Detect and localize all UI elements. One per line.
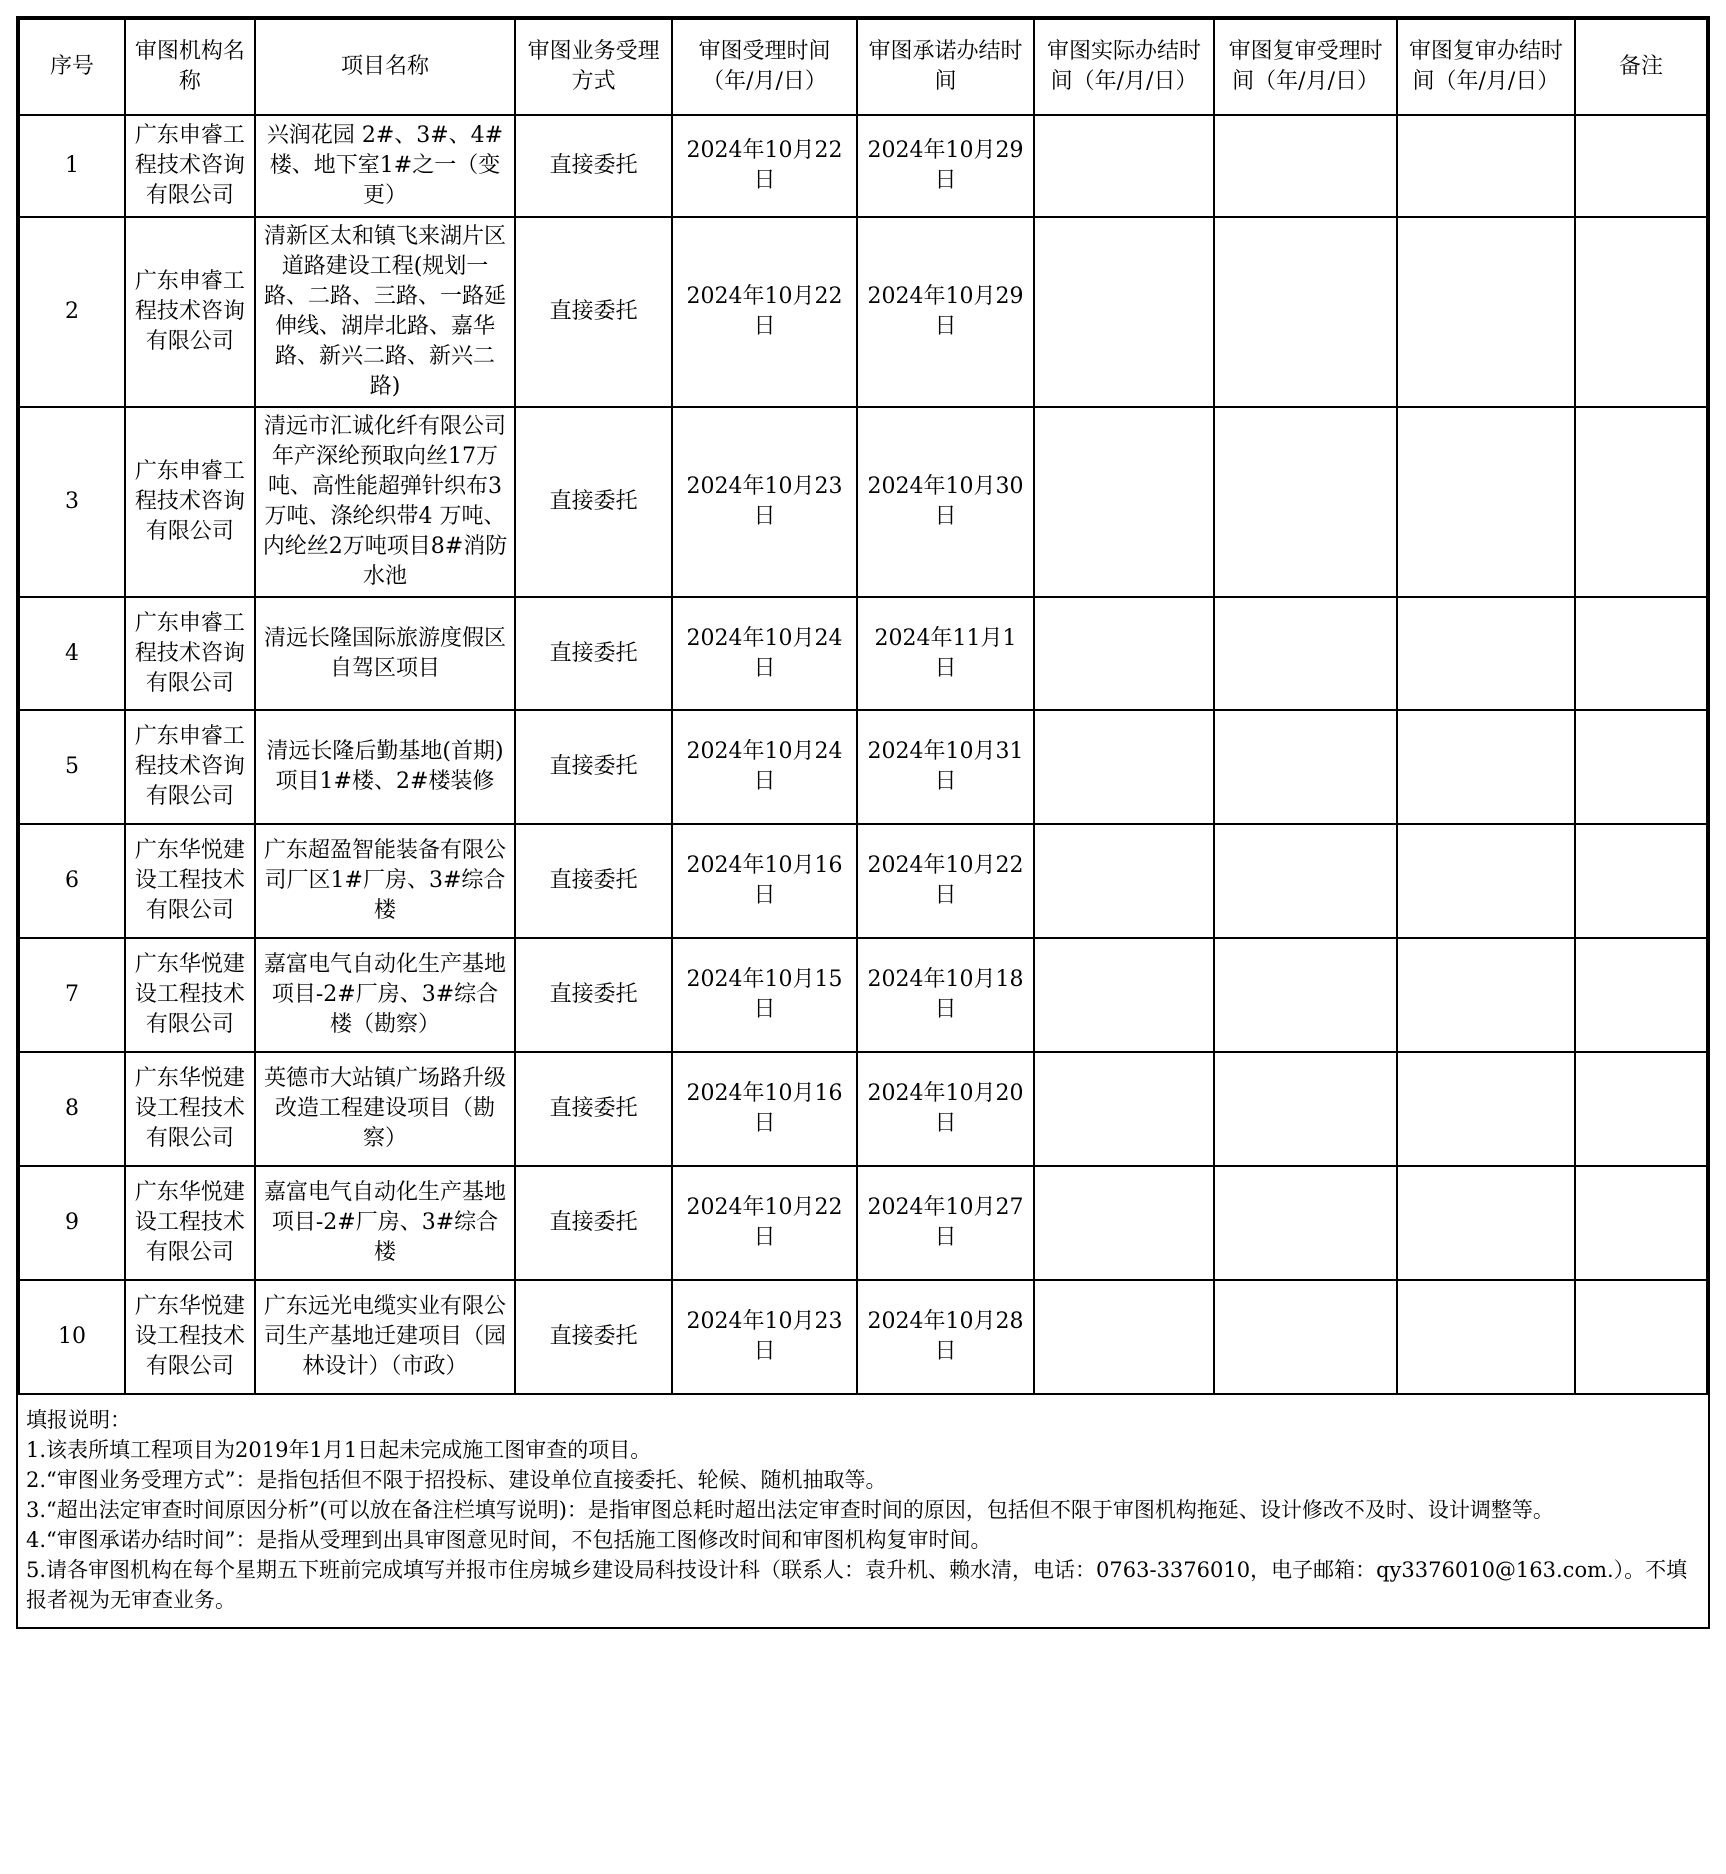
cell-project: 广东超盈智能装备有限公司厂区1#厂房、3#综合楼 bbox=[255, 824, 516, 938]
cell-org: 广东申睿工程技术咨询有限公司 bbox=[125, 115, 255, 217]
table-row bbox=[19, 1166, 1707, 1280]
cell-actual bbox=[1034, 824, 1214, 938]
cell-note bbox=[1575, 597, 1707, 710]
cell-re-done bbox=[1397, 1052, 1575, 1166]
cell-promise: 2024年10月28日 bbox=[857, 1280, 1034, 1394]
cell-re-done bbox=[1397, 115, 1575, 217]
header-recheck-accept-time: 审图复审受理时间（年/月/日） bbox=[1214, 19, 1397, 115]
table-row bbox=[19, 217, 1707, 407]
cell-project: 清远市汇诚化纤有限公司年产深纶预取向丝17万吨、高性能超弹针织布3万吨、涤纶织带4 万吨、内纶丝2万吨项目8#消防水池 bbox=[255, 407, 516, 597]
cell-no: 2 bbox=[19, 217, 125, 407]
cell-note bbox=[1575, 1166, 1707, 1280]
cell-promise: 2024年10月27日 bbox=[857, 1166, 1034, 1280]
table-header-row bbox=[19, 19, 1707, 115]
cell-no: 10 bbox=[19, 1280, 125, 1394]
cell-re-accept bbox=[1214, 824, 1397, 938]
cell-re-done bbox=[1397, 597, 1575, 710]
cell-promise: 2024年10月22日 bbox=[857, 824, 1034, 938]
header-actual-time: 审图实际办结时间（年/月/日） bbox=[1034, 19, 1214, 115]
cell-org: 广东华悦建设工程技术有限公司 bbox=[125, 1166, 255, 1280]
cell-accept: 2024年10月15日 bbox=[672, 938, 857, 1052]
cell-project: 嘉富电气自动化生产基地项目-2#厂房、3#综合楼（勘察） bbox=[255, 938, 516, 1052]
cell-promise: 2024年10月30日 bbox=[857, 407, 1034, 597]
cell-org: 广东华悦建设工程技术有限公司 bbox=[125, 1052, 255, 1166]
cell-org: 广东申睿工程技术咨询有限公司 bbox=[125, 217, 255, 407]
cell-actual bbox=[1034, 710, 1214, 824]
cell-method: 直接委托 bbox=[515, 824, 672, 938]
instruction-item: 3.“超出法定审查时间原因分析”(可以放在备注栏填写说明)：是指审图总耗时超出法定审查时间的原因，包括但不限于审图机构拖延、设计修改不及时、设计调整等。 bbox=[26, 1498, 1554, 1522]
cell-no: 4 bbox=[19, 597, 125, 710]
cell-promise: 2024年10月29日 bbox=[857, 217, 1034, 407]
cell-actual bbox=[1034, 217, 1214, 407]
cell-re-done bbox=[1397, 938, 1575, 1052]
cell-note bbox=[1575, 115, 1707, 217]
table-row bbox=[19, 938, 1707, 1052]
cell-org: 广东申睿工程技术咨询有限公司 bbox=[125, 710, 255, 824]
cell-note bbox=[1575, 710, 1707, 824]
cell-accept: 2024年10月22日 bbox=[672, 115, 857, 217]
cell-method: 直接委托 bbox=[515, 1166, 672, 1280]
cell-accept: 2024年10月16日 bbox=[672, 1052, 857, 1166]
cell-method: 直接委托 bbox=[515, 115, 672, 217]
header-remarks: 备注 bbox=[1575, 19, 1707, 115]
header-method: 审图业务受理方式 bbox=[515, 19, 672, 115]
header-org: 审图机构名称 bbox=[125, 19, 255, 115]
cell-promise: 2024年10月29日 bbox=[857, 115, 1034, 217]
cell-project: 兴润花园 2#、3#、4#楼、地下室1#之一（变更） bbox=[255, 115, 516, 217]
cell-promise: 2024年10月20日 bbox=[857, 1052, 1034, 1166]
cell-re-accept bbox=[1214, 1280, 1397, 1394]
cell-promise: 2024年11月1日 bbox=[857, 597, 1034, 710]
cell-re-accept bbox=[1214, 115, 1397, 217]
filling-instructions bbox=[18, 1395, 1708, 1627]
instructions-title: 填报说明： bbox=[26, 1408, 131, 1432]
cell-re-accept bbox=[1214, 1052, 1397, 1166]
table-row bbox=[19, 597, 1707, 710]
cell-accept: 2024年10月23日 bbox=[672, 1280, 857, 1394]
header-project: 项目名称 bbox=[255, 19, 516, 115]
cell-method: 直接委托 bbox=[515, 407, 672, 597]
cell-re-done bbox=[1397, 824, 1575, 938]
cell-method: 直接委托 bbox=[515, 938, 672, 1052]
cell-note bbox=[1575, 1052, 1707, 1166]
cell-accept: 2024年10月22日 bbox=[672, 1166, 857, 1280]
cell-re-accept bbox=[1214, 217, 1397, 407]
review-status-sheet bbox=[16, 16, 1710, 1629]
table-row bbox=[19, 824, 1707, 938]
cell-project: 英德市大站镇广场路升级改造工程建设项目（勘察） bbox=[255, 1052, 516, 1166]
cell-no: 6 bbox=[19, 824, 125, 938]
cell-re-done bbox=[1397, 710, 1575, 824]
cell-org: 广东华悦建设工程技术有限公司 bbox=[125, 824, 255, 938]
cell-project: 广东远光电缆实业有限公司生产基地迁建项目（园林设计）（市政） bbox=[255, 1280, 516, 1394]
cell-re-done bbox=[1397, 1166, 1575, 1280]
cell-method: 直接委托 bbox=[515, 1052, 672, 1166]
cell-note bbox=[1575, 824, 1707, 938]
cell-project: 清新区太和镇飞来湖片区道路建设工程(规划一路、二路、三路、一路延伸线、湖岸北路、嘉华路、新兴二路、新兴二路) bbox=[255, 217, 516, 407]
cell-project: 嘉富电气自动化生产基地项目-2#厂房、3#综合楼 bbox=[255, 1166, 516, 1280]
cell-org: 广东申睿工程技术咨询有限公司 bbox=[125, 597, 255, 710]
header-recheck-done-time: 审图复审办结时间（年/月/日） bbox=[1397, 19, 1575, 115]
cell-re-accept bbox=[1214, 1166, 1397, 1280]
cell-accept: 2024年10月23日 bbox=[672, 407, 857, 597]
cell-accept: 2024年10月22日 bbox=[672, 217, 857, 407]
cell-no: 3 bbox=[19, 407, 125, 597]
cell-promise: 2024年10月18日 bbox=[857, 938, 1034, 1052]
cell-actual bbox=[1034, 597, 1214, 710]
cell-method: 直接委托 bbox=[515, 217, 672, 407]
header-promise-time: 审图承诺办结时间 bbox=[857, 19, 1034, 115]
header-accept-time: 审图受理时间（年/月/日） bbox=[672, 19, 857, 115]
cell-project: 清远长隆后勤基地(首期)项目1#楼、2#楼装修 bbox=[255, 710, 516, 824]
cell-re-done bbox=[1397, 217, 1575, 407]
cell-project: 清远长隆国际旅游度假区自驾区项目 bbox=[255, 597, 516, 710]
instruction-item: 5.请各审图机构在每个星期五下班前完成填写并报市住房城乡建设局科技设计科（联系人：袁升机、赖水清，电话：0763-3376010，电子邮箱：qy3376010@163.com.）。不填报者视为无审查业务。 bbox=[26, 1558, 1688, 1612]
cell-no: 1 bbox=[19, 115, 125, 217]
cell-method: 直接委托 bbox=[515, 1280, 672, 1394]
table-row bbox=[19, 115, 1707, 217]
cell-note bbox=[1575, 217, 1707, 407]
cell-actual bbox=[1034, 1280, 1214, 1394]
instruction-item: 4.“审图承诺办结时间”：是指从受理到出具审图意见时间，不包括施工图修改时间和审图机构复审时间。 bbox=[26, 1528, 992, 1552]
cell-re-accept bbox=[1214, 407, 1397, 597]
cell-promise: 2024年10月31日 bbox=[857, 710, 1034, 824]
cell-method: 直接委托 bbox=[515, 710, 672, 824]
review-table bbox=[18, 18, 1708, 1395]
cell-method: 直接委托 bbox=[515, 597, 672, 710]
cell-no: 9 bbox=[19, 1166, 125, 1280]
cell-no: 5 bbox=[19, 710, 125, 824]
cell-re-done bbox=[1397, 407, 1575, 597]
cell-org: 广东申睿工程技术咨询有限公司 bbox=[125, 407, 255, 597]
cell-accept: 2024年10月24日 bbox=[672, 597, 857, 710]
cell-org: 广东华悦建设工程技术有限公司 bbox=[125, 938, 255, 1052]
cell-re-accept bbox=[1214, 597, 1397, 710]
cell-re-done bbox=[1397, 1280, 1575, 1394]
table-row bbox=[19, 1280, 1707, 1394]
cell-re-accept bbox=[1214, 938, 1397, 1052]
cell-actual bbox=[1034, 115, 1214, 217]
instruction-item: 1.该表所填工程项目为2019年1月1日起未完成施工图审查的项目。 bbox=[26, 1438, 652, 1462]
cell-re-accept bbox=[1214, 710, 1397, 824]
cell-actual bbox=[1034, 1052, 1214, 1166]
cell-no: 7 bbox=[19, 938, 125, 1052]
cell-accept: 2024年10月24日 bbox=[672, 710, 857, 824]
cell-no: 8 bbox=[19, 1052, 125, 1166]
cell-actual bbox=[1034, 407, 1214, 597]
instruction-item: 2.“审图业务受理方式”：是指包括但不限于招投标、建设单位直接委托、轮候、随机抽取等。 bbox=[26, 1468, 887, 1492]
cell-accept: 2024年10月16日 bbox=[672, 824, 857, 938]
cell-org: 广东华悦建设工程技术有限公司 bbox=[125, 1280, 255, 1394]
cell-note bbox=[1575, 407, 1707, 597]
table-row bbox=[19, 407, 1707, 597]
cell-actual bbox=[1034, 938, 1214, 1052]
table-row bbox=[19, 710, 1707, 824]
table-row bbox=[19, 1052, 1707, 1166]
cell-note bbox=[1575, 938, 1707, 1052]
header-no: 序号 bbox=[19, 19, 125, 115]
cell-actual bbox=[1034, 1166, 1214, 1280]
cell-note bbox=[1575, 1280, 1707, 1394]
